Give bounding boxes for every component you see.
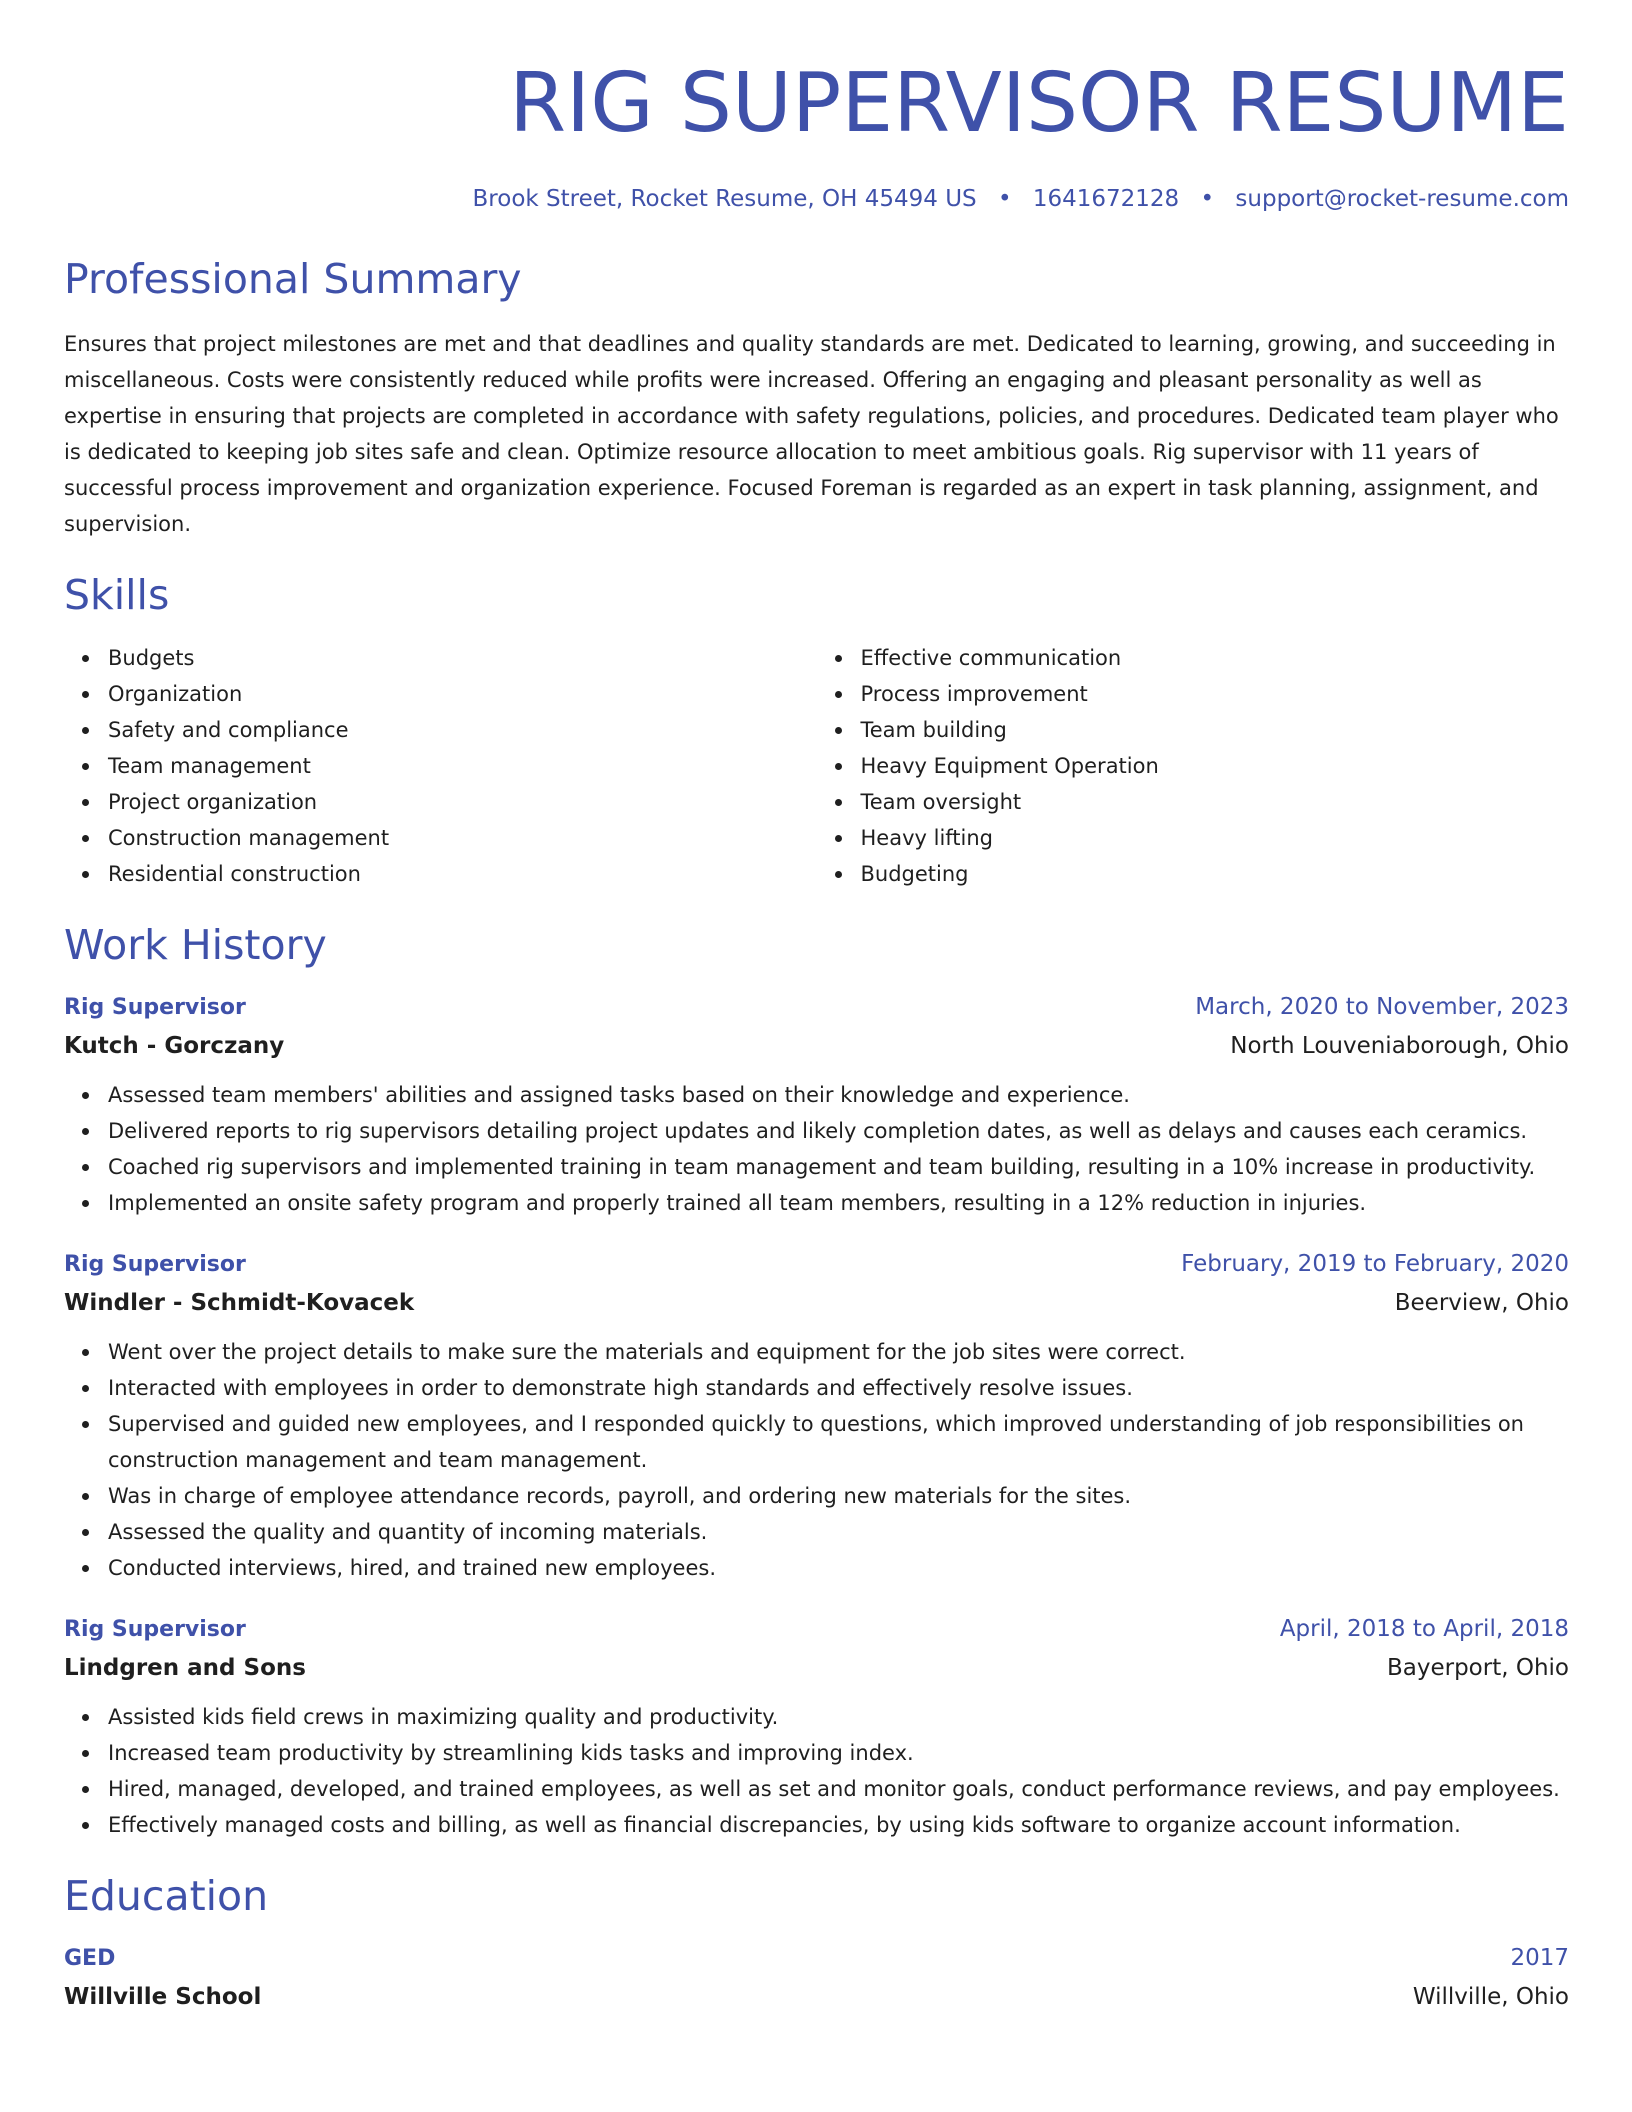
- job-bullets: [64, 1699, 1569, 1843]
- job-location: North Louveniaborough, Ohio: [1230, 1033, 1569, 1059]
- job-bullet: Coached rig supervisors and implemented training in team management and team building, resulting in a 10% increase in productivity.: [108, 1149, 1569, 1185]
- education-degree: GED: [64, 1946, 116, 1971]
- job-bullets: [64, 1077, 1569, 1221]
- contact-phone: 1641672128: [1032, 186, 1180, 212]
- job-company: Lindgren and Sons: [64, 1655, 306, 1681]
- skill-item: Residential construction: [108, 856, 817, 892]
- contact-separator: •: [1200, 186, 1215, 212]
- job-location: Bayerport, Ohio: [1386, 1655, 1569, 1681]
- job-dates: February, 2019 to February, 2020: [1181, 1251, 1569, 1277]
- summary-text: Ensures that project milestones are met and that deadlines and quality standards are met. Dedicated to learning, growing, and succeeding in miscellaneous. Costs were consistently reduced while profits were increased. Offering an engaging and pleasant personality as well as expertise in ensuring that projects are completed in accordance with safety regulations, policies, and procedures. Dedicated team player who is dedicated to keeping job sites safe and clean. Optimize resource allocation to meet ambitious goals. Rig supervisor with 11 years of successful process improvement and organization experience. Focused Foreman is regarded as an expert in task planning, assignment, and supervision.: [64, 332, 1559, 536]
- education-location: Willville, Ohio: [1412, 1984, 1569, 2010]
- job-bullet: Effectively managed costs and billing, as well as financial discrepancies, by using kids software to organize account information.: [108, 1807, 1569, 1843]
- skills-column-right: [817, 640, 1570, 892]
- work-history-heading: Work History: [64, 921, 327, 969]
- education-year: 2017: [1510, 1945, 1569, 1971]
- job-bullet: Delivered reports to rig supervisors detailing project updates and likely completion dates, as well as delays and causes each ceramics.: [108, 1113, 1569, 1149]
- skills-heading: Skills: [64, 571, 170, 619]
- education-entry: [64, 1939, 1569, 2016]
- job-bullet: Hired, managed, developed, and trained employees, as well as set and monitor goals, conduct performance reviews, and pay employees.: [108, 1771, 1569, 1807]
- skill-item: Construction management: [108, 820, 817, 856]
- skills-column-left: [64, 640, 817, 892]
- job-bullet: Assessed the quality and quantity of incoming materials.: [108, 1514, 1569, 1550]
- education-school: Willville School: [64, 1984, 262, 2010]
- job-bullet: Interacted with employees in order to demonstrate high standards and effectively resolve issues.: [108, 1370, 1569, 1406]
- job-bullet: Increased team productivity by streamlining kids tasks and improving index.: [108, 1735, 1569, 1771]
- skill-item: Heavy Equipment Operation: [861, 748, 1570, 784]
- job-bullet: Went over the project details to make sure the materials and equipment for the job sites were correct.: [108, 1334, 1569, 1370]
- skill-item: Team building: [861, 712, 1570, 748]
- job-bullet: Supervised and guided new employees, and I responded quickly to questions, which improved understanding of job responsibilities on construction management and team management.: [108, 1406, 1569, 1478]
- job-entry: [64, 1610, 1569, 1843]
- job-entry: [64, 988, 1569, 1221]
- job-bullets: [64, 1334, 1569, 1586]
- job-bullet: Assisted kids field crews in maximizing quality and productivity.: [108, 1699, 1569, 1735]
- contact-address: Brook Street, Rocket Resume, OH 45494 US: [472, 186, 977, 212]
- skill-item: Team management: [108, 748, 817, 784]
- skill-item: Heavy lifting: [861, 820, 1570, 856]
- job-bullet: Implemented an onsite safety program and properly trained all team members, resulting in a 12% reduction in injuries.: [108, 1185, 1569, 1221]
- job-role: Rig Supervisor: [64, 1252, 246, 1277]
- resume-title: RIG SUPERVISOR RESUME: [509, 56, 1569, 151]
- skill-item: Team oversight: [861, 784, 1570, 820]
- education-heading: Education: [64, 1872, 269, 1920]
- job-bullet: Was in charge of employee attendance records, payroll, and ordering new materials for the sites.: [108, 1478, 1569, 1514]
- job-entry: [64, 1245, 1569, 1586]
- job-bullet: Conducted interviews, hired, and trained new employees.: [108, 1550, 1569, 1586]
- skill-item: Organization: [108, 676, 817, 712]
- job-role: Rig Supervisor: [64, 1617, 246, 1642]
- job-dates: March, 2020 to November, 2023: [1195, 994, 1569, 1020]
- job-role: Rig Supervisor: [64, 995, 246, 1020]
- job-company: Windler - Schmidt-Kovacek: [64, 1290, 415, 1316]
- skill-item: Budgets: [108, 640, 817, 676]
- job-company: Kutch - Gorczany: [64, 1033, 285, 1059]
- skill-item: Budgeting: [861, 856, 1570, 892]
- contact-email: support@rocket-resume.com: [1235, 186, 1569, 212]
- contact-line: [64, 184, 1569, 214]
- skill-item: Process improvement: [861, 676, 1570, 712]
- job-bullet: Assessed team members' abilities and assigned tasks based on their knowledge and experience.: [108, 1077, 1569, 1113]
- skill-item: Project organization: [108, 784, 817, 820]
- job-location: Beerview, Ohio: [1394, 1290, 1569, 1316]
- job-dates: April, 2018 to April, 2018: [1279, 1616, 1569, 1642]
- skill-item: Safety and compliance: [108, 712, 817, 748]
- contact-separator: •: [997, 186, 1012, 212]
- skills-list: [64, 640, 1569, 892]
- summary-heading: Professional Summary: [64, 255, 522, 303]
- skill-item: Effective communication: [861, 640, 1570, 676]
